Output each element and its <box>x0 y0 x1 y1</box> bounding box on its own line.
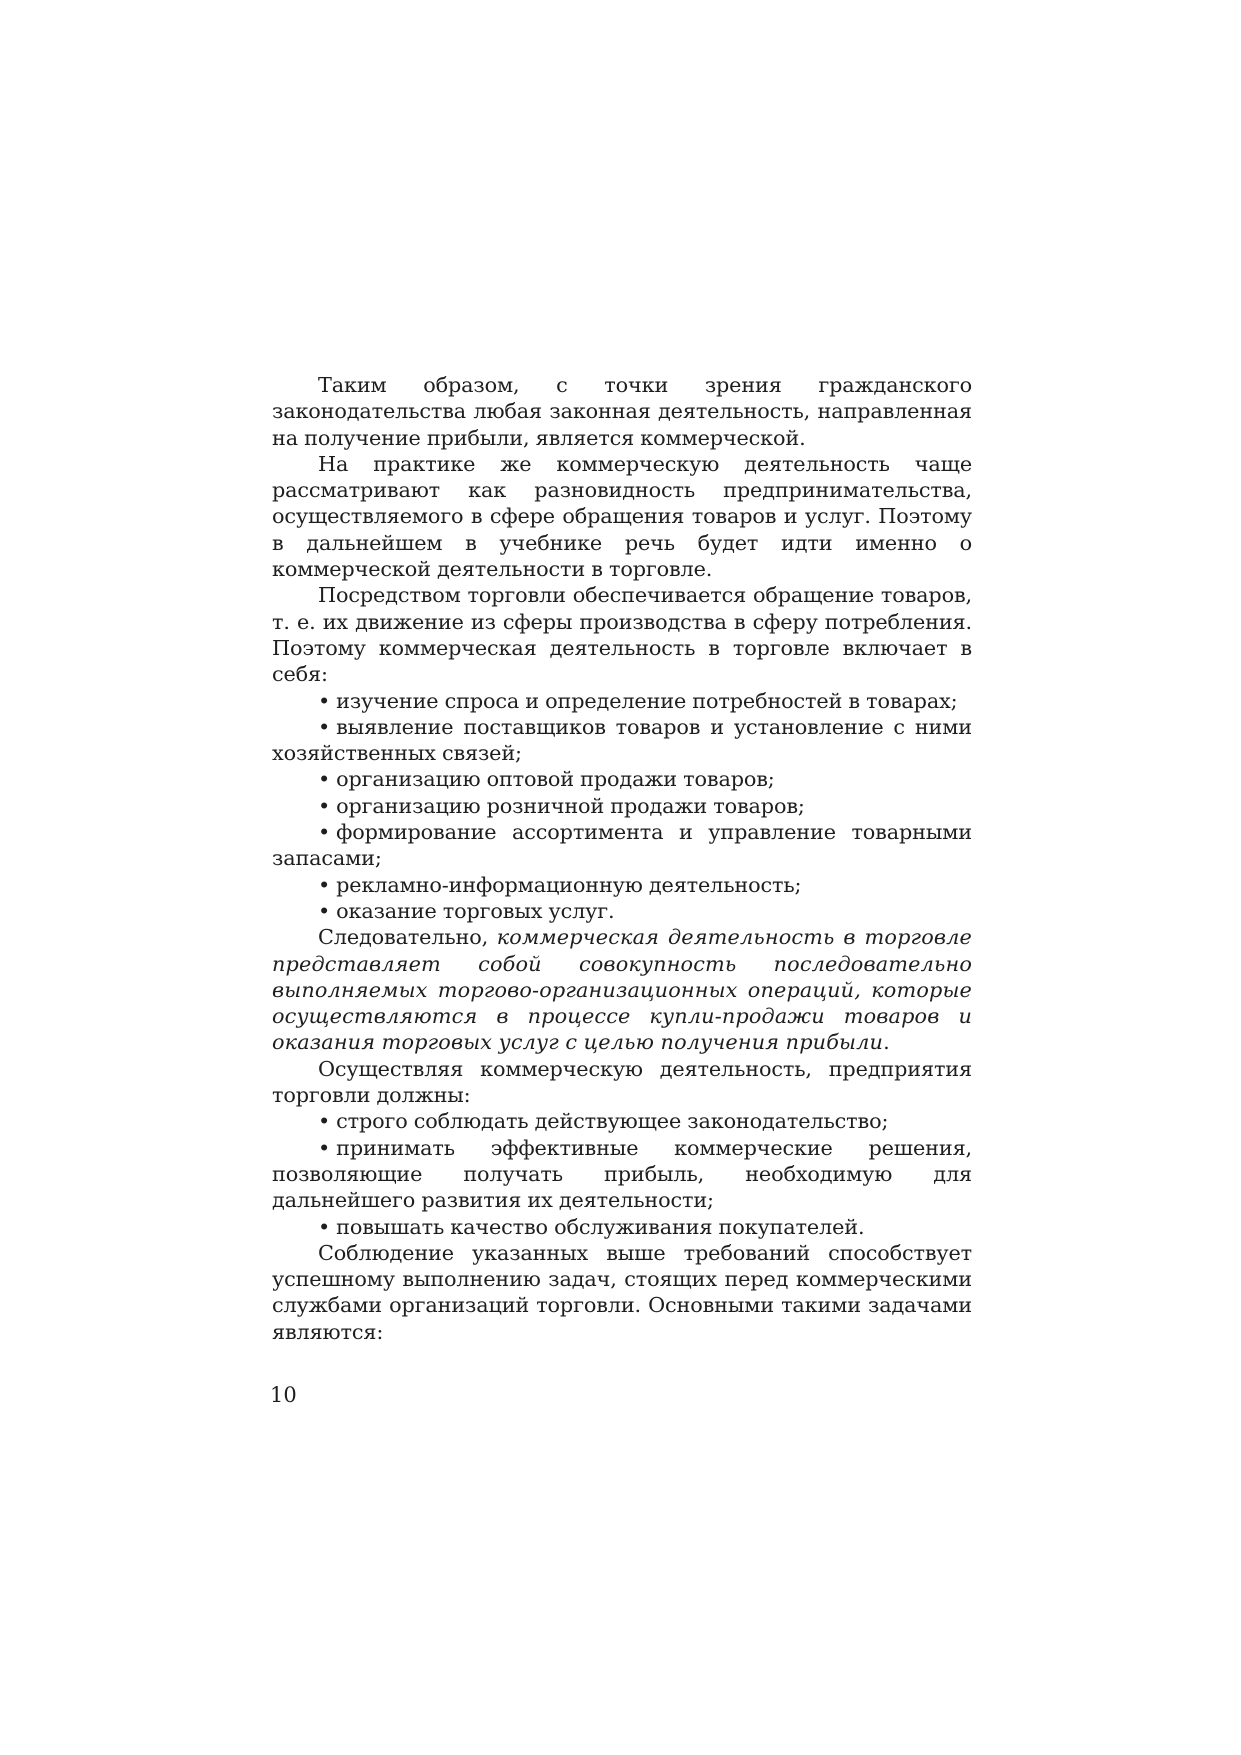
bullet-icon: • <box>318 714 331 739</box>
page-number: 10 <box>270 1383 297 1407</box>
definition-lead: Следовательно, <box>318 925 489 950</box>
list-item <box>272 793 972 819</box>
list-item-text: формирование ассортимента и управление товарными запасами; <box>272 820 972 871</box>
paragraph: Таким образом, с точки зрения гражданского законодательства любая законная деятельность, направленная на получение прибыли, является коммерческой. <box>272 373 972 450</box>
bullet-icon: • <box>318 872 331 897</box>
list-item <box>272 766 972 792</box>
paragraph: На практике же коммерческую деятельность чаще рассматривают как разновидность предпринимательства, осуществляемого в сфере обращения товаров и услуг. Поэтому в дальнейшем в учебнике речь будет идти именно о коммерческой деятельности в торговле. <box>272 451 972 582</box>
list-item <box>272 1108 972 1134</box>
list-item <box>272 688 972 714</box>
paragraph: Посредством торговли обеспечивается обращение товаров, т. е. их движение из сферы производства в сферу потребления. Поэтому коммерческая деятельность в торговле включает в себя: <box>272 583 972 687</box>
bullet-icon: • <box>318 767 331 792</box>
bullet-icon: • <box>318 793 331 818</box>
bullet-icon: • <box>318 898 331 923</box>
definition-end: . <box>883 1030 890 1055</box>
definition-italic: коммерческая деятельность в торговле представляет собой совокупность последовательно выполняемых торгово-организационных операций, которые осуществляются в процессе купли-продажи товаров и оказания торговых услуг с целью получения прибыли <box>272 925 972 1055</box>
paragraph: Осуществляя коммерческую деятельность, предприятия торговли должны: <box>272 1056 972 1108</box>
bullet-icon: • <box>318 1109 331 1134</box>
bullet-icon: • <box>318 688 331 713</box>
list-item <box>272 1214 972 1240</box>
list-item-text: выявление поставщиков товаров и установление с ними хозяйственных связей; <box>272 714 972 766</box>
paragraph: Соблюдение указанных выше требований способствует успешному выполнению задач, стоящих перед коммерческими службами организаций торговли. Основными такими задачами являются: <box>272 1240 972 1344</box>
definition-paragraph <box>272 924 972 1055</box>
bullet-icon: • <box>318 1214 331 1239</box>
bullet-list-activities <box>272 688 972 925</box>
bullet-list-obligations <box>272 1108 972 1239</box>
list-item-text: повышать качество обслуживания покупателей. <box>336 1214 865 1239</box>
list-item-text: оказание торговых услуг. <box>336 898 615 923</box>
list-item-text: строго соблюдать действующее законодательство; <box>336 1109 889 1134</box>
list-item-text: организацию розничной продажи товаров; <box>336 793 805 818</box>
list-item <box>272 1135 972 1214</box>
list-item <box>272 819 972 872</box>
list-item <box>272 898 972 924</box>
body-text <box>272 372 972 1345</box>
bullet-icon: • <box>318 1135 331 1160</box>
list-item <box>272 714 972 767</box>
list-item-text: рекламно-информационную деятельность; <box>336 872 802 897</box>
list-item-text: изучение спроса и определение потребностей в товарах; <box>336 688 958 713</box>
bullet-icon: • <box>318 820 331 845</box>
list-item-text: организацию оптовой продажи товаров; <box>336 767 775 792</box>
list-item-text: принимать эффективные коммерческие решения, позволяющие получать прибыль, необходимую для дальнейшего развития их деятельности; <box>272 1135 972 1213</box>
list-item <box>272 872 972 898</box>
